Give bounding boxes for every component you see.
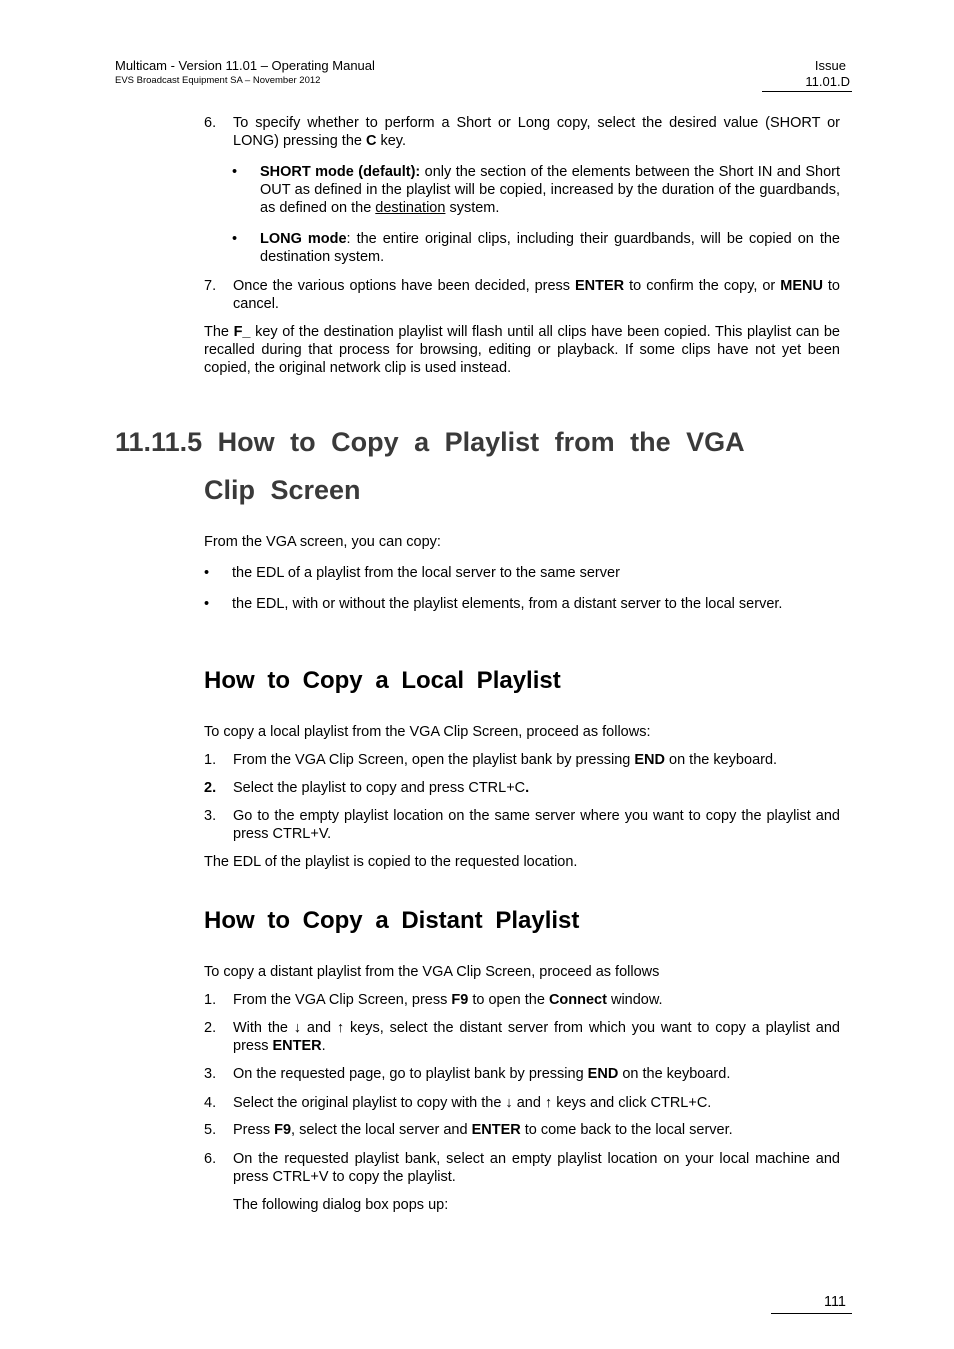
bullet-distant-edl [204,595,840,613]
step-number: 7. [204,278,217,294]
step-text: Go to the empty playlist location on the same server where you want to copy the playlist and press CTRL+V. [233,808,840,842]
manual-publisher: EVS Broadcast Equipment SA – November 2012 [115,75,321,86]
bullet-text: the EDL, with or without the playlist elements, from a distant server to the local server. [232,596,783,612]
local-step-3 [204,807,840,843]
distant-playlist-heading: How to Copy a Distant Playlist [204,907,580,934]
bullet-dot: • [232,164,238,180]
running-header [115,58,375,87]
bullet-dot: • [204,596,210,612]
local-step-1 [204,751,840,769]
distant-step-2 [204,1019,840,1055]
distant-step-3 [204,1065,840,1083]
step-text: Select the playlist to copy and press CTRL+C. [233,780,530,796]
distant-step-5 [204,1121,840,1139]
section-heading [115,418,840,514]
step-number: 6. [204,1151,217,1167]
page-number: 111 [771,1293,852,1314]
bullet-local-edl [204,564,840,582]
step-7-confirm [204,277,840,313]
step-text: With the ↓ and ↑ keys, select the distant server from which you want to copy a playlist and press ENTER. [233,1020,840,1054]
step-text: Press F9, select the local server and ENTER to come back to the local server. [233,1122,733,1138]
manual-title: Multicam - Version 11.01 – Operating Manual [115,58,375,73]
distant-step-1 [204,991,840,1009]
step-text: Select the original playlist to copy with the ↓ and ↑ keys and click CTRL+C. [233,1095,712,1111]
step-text: To specify whether to perform a Short or Long copy, select the desired value (SHORT or LONG) pressing the C key. [233,115,840,149]
step-number: 2. [204,1020,217,1036]
bullet-text: LONG mode: the entire original clips, including their guardbands, will be copied on the destination system. [260,231,840,265]
issue-label: Issue [814,58,846,73]
step-number: 3. [204,808,217,824]
section-heading-line-2: Clip Screen [204,475,361,505]
step-text: On the requested page, go to playlist bank by pressing END on the keyboard. [233,1066,731,1082]
step-number: 4. [204,1095,217,1111]
local-step-2 [204,779,840,797]
issue-value: 11.01.D [805,74,850,89]
bullet-short-mode [232,163,840,217]
bullet-dot: • [232,231,238,247]
bullet-text: SHORT mode (default): only the section of the elements between the Short IN and Short OUT as defined in the playlist will be copied, increased by the duration of the guardbands, as defined on the destination system. [260,164,840,216]
step-number: 1. [204,752,217,768]
local-outro: The EDL of the playlist is copied to the requested location. [204,854,578,870]
issue-box [762,58,852,92]
step-6-copy-mode [204,114,840,150]
bullet-text: the EDL of a playlist from the local server to the same server [232,565,620,581]
bullet-dot: • [204,565,210,581]
section-heading-line-1: 11.11.5 How to Copy a Playlist from the VGA [115,427,745,457]
step-number: 3. [204,1066,217,1082]
step-text: From the VGA Clip Screen, open the playlist bank by pressing END on the keyboard. [233,752,778,768]
step-number: 5. [204,1122,217,1138]
section-intro: From the VGA screen, you can copy: [204,534,441,550]
local-intro: To copy a local playlist from the VGA Clip Screen, proceed as follows: [204,724,651,740]
step-text: Once the various options have been decided, press ENTER to confirm the copy, or MENU to cancel. [233,278,840,312]
flash-key-paragraph: The F_ key of the destination playlist will flash until all clips have been copied. This playlist can be recalled during that process for browsing, editing or playback. If some clips have not yet been copied, the original network clip is used instead. [204,324,840,376]
step-text: On the requested playlist bank, select an empty playlist location on your local machine and press CTRL+V to copy the playlist. [233,1151,840,1185]
step-number: 1. [204,992,217,1008]
distant-step-6 [204,1150,840,1186]
bullet-long-mode [232,230,840,266]
step-text: From the VGA Clip Screen, press F9 to open the Connect window. [233,992,663,1008]
distant-step-4 [204,1094,840,1112]
local-playlist-heading: How to Copy a Local Playlist [204,667,561,694]
step-number: 2. [204,780,217,796]
distant-intro: To copy a distant playlist from the VGA Clip Screen, proceed as follows [204,964,660,980]
step-number: 6. [204,115,217,131]
dialog-note: The following dialog box pops up: [233,1197,449,1213]
